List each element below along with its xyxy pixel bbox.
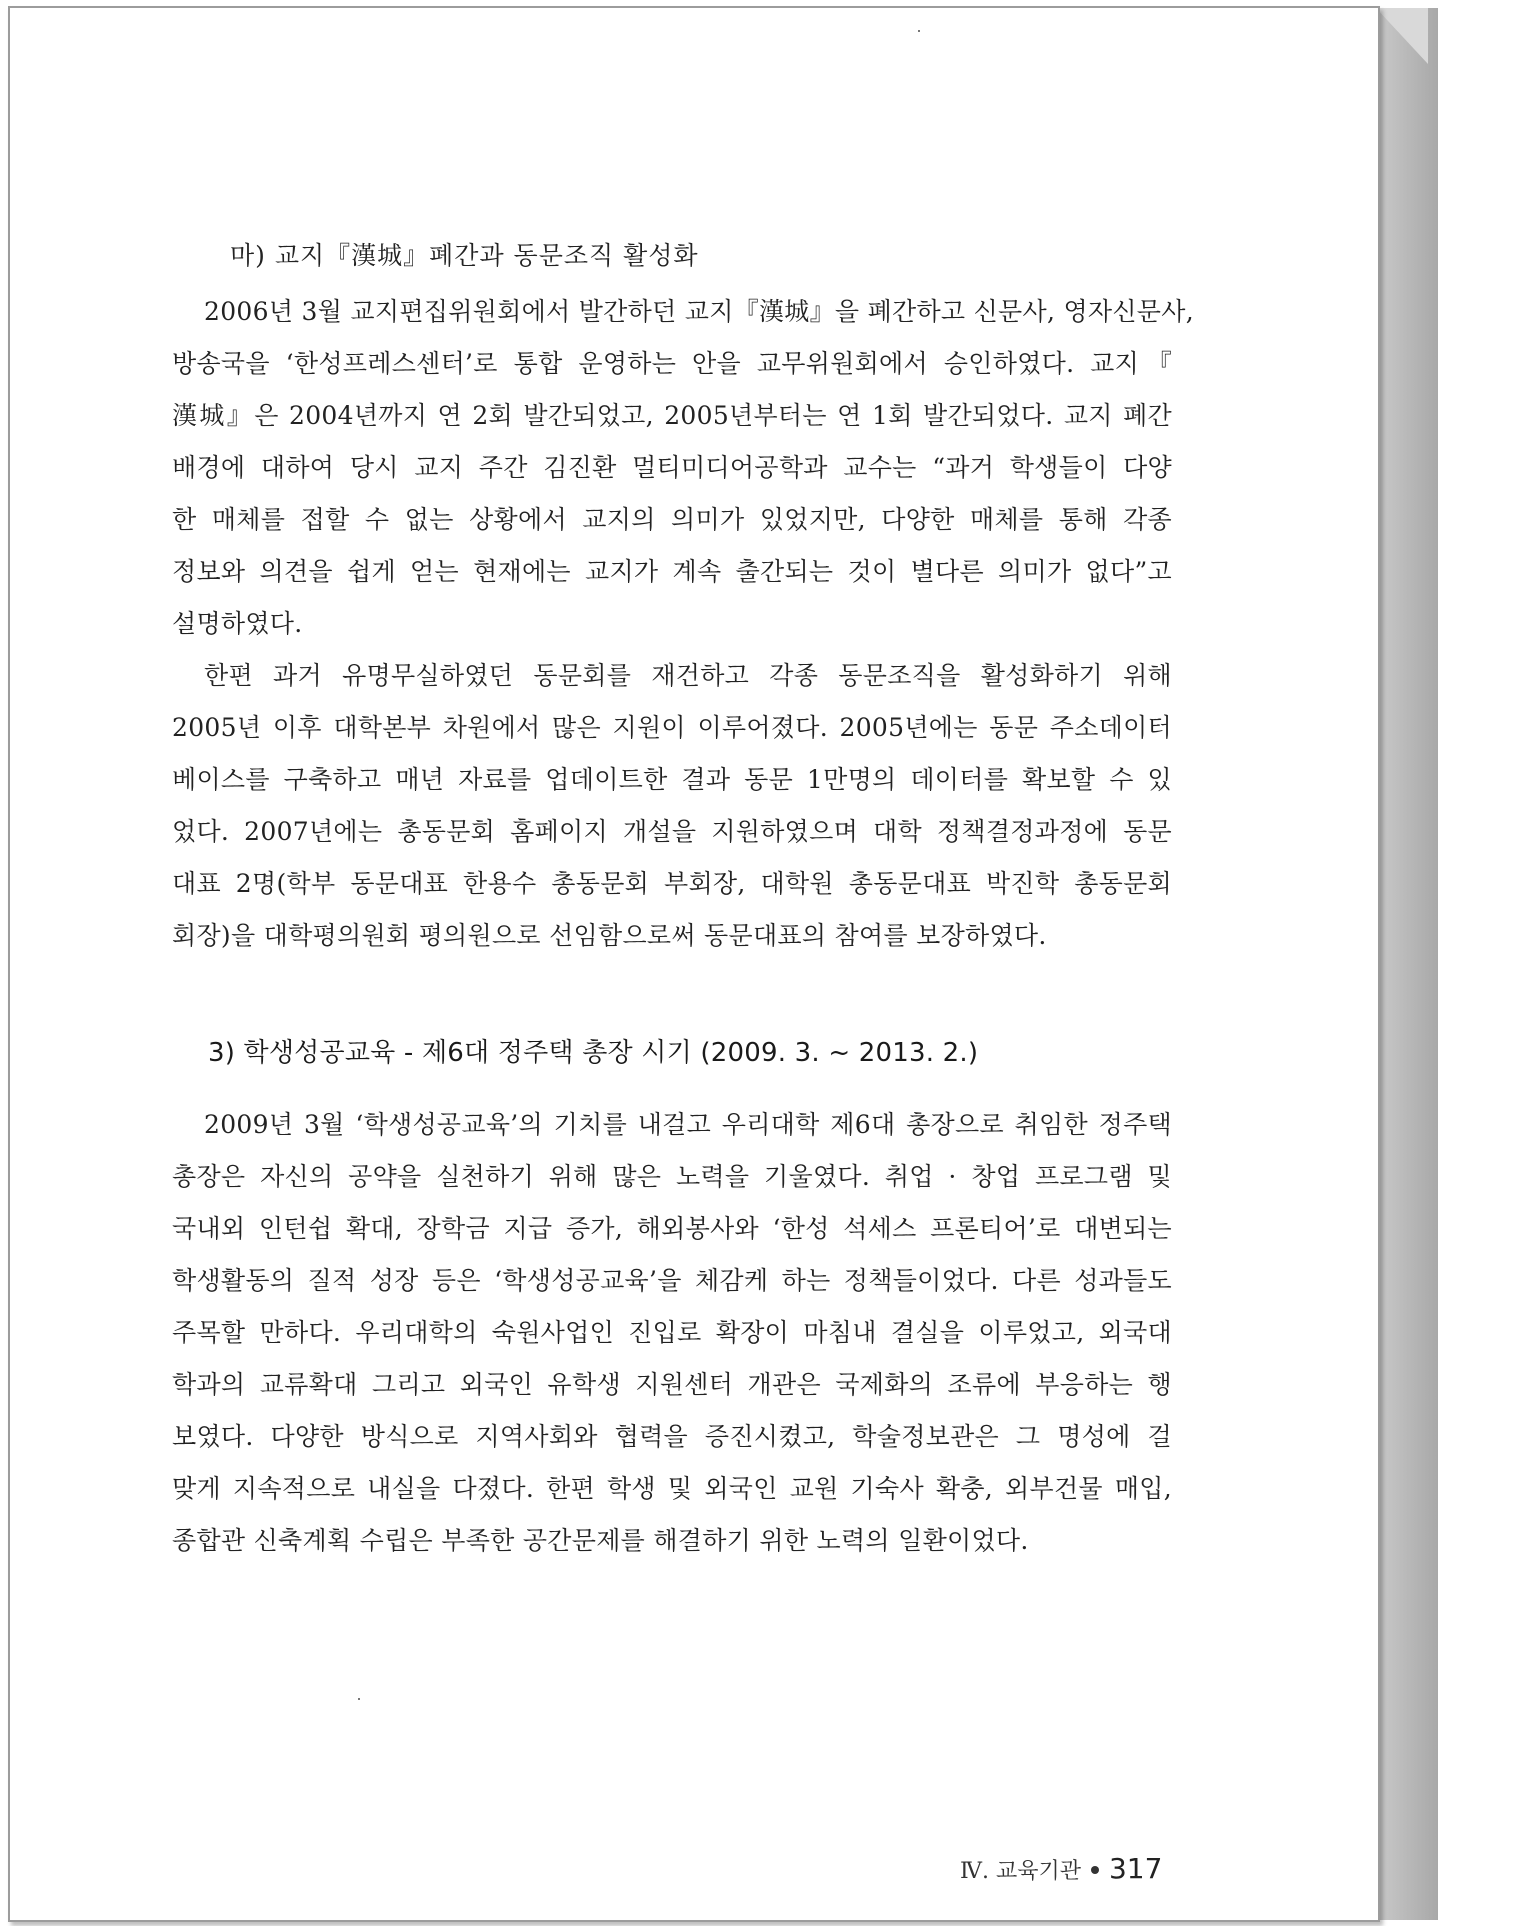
page-footer (960, 1852, 1162, 1885)
chapter-label: Ⅳ. 교육기관 (960, 1859, 1081, 1884)
text-line: 베이스를 구축하고 매년 자료를 업데이트한 결과 동문 1만명의 데이터를 확보할 수 있 (172, 765, 1172, 794)
paragraph (172, 286, 1194, 650)
text-line: 총장은 자신의 공약을 실천하기 위해 많은 노력을 기울였다. 취업 · 창업 프로그램 및 (172, 1162, 1172, 1191)
text-line: 2009년 3월 ‘학생성공교육’의 기치를 내걸고 우리대학 제6대 총장으로 취임한 정주택 (204, 1110, 1172, 1139)
page-content (172, 236, 1194, 1567)
text-line: 었다. 2007년에는 총동문회 홈페이지 개설을 지원하였으며 대학 정책결정과정에 동문 (172, 817, 1172, 846)
page-number: 317 (1108, 1852, 1163, 1885)
text-line: 종합관 신축계획 수립은 부족한 공간문제를 해결하기 위한 노력의 일환이었다. (172, 1526, 1029, 1555)
book-edge-shading (1376, 8, 1438, 1920)
section-heading: 3) 학생성공교육 - 제6대 정주택 총장 시기 (2009. 3. ~ 2013. 2.) (208, 1038, 979, 1068)
text-line: 학과의 교류확대 그리고 외국인 유학생 지원센터 개관은 국제화의 조류에 부응하는 행 (172, 1370, 1172, 1399)
bullet-icon (1091, 1866, 1099, 1874)
text-line: 한편 과거 유명무실하였던 동문회를 재건하고 각종 동문조직을 활성화하기 위해 (204, 661, 1172, 690)
paragraph (172, 650, 1172, 962)
text-line: 배경에 대하여 당시 교지 주간 김진환 멀티미디어공학과 교수는 “과거 학생들이 다양 (172, 453, 1172, 482)
book-edge-corner (1376, 8, 1428, 64)
text-line: 보였다. 다양한 방식으로 지역사회와 협력을 증진시켰고, 학술정보관은 그 명성에 걸 (172, 1422, 1172, 1451)
text-line: 학생활동의 질적 성장 등은 ‘학생성공교육’을 체감케 하는 정책들이었다. 다른 성과들도 (172, 1266, 1172, 1295)
paragraph (172, 1099, 1172, 1567)
subsection-heading: 마) 교지『漢城』폐간과 동문조직 활성화 (230, 241, 699, 270)
text-line: 대표 2명(학부 동문대표 한용수 총동문회 부회장, 대학원 총동문대표 박진학 총동문회 (172, 869, 1172, 898)
text-line: 2006년 3월 교지편집위원회에서 발간하던 교지『漢城』을 폐간하고 신문사, 영자신문사, (204, 297, 1194, 326)
text-line: 방송국을 ‘한성프레스센터’로 통합 운영하는 안을 교무위원회에서 승인하였다. 교지『 (172, 349, 1172, 378)
scan-speck (918, 30, 920, 32)
scan-speck (358, 1698, 360, 1700)
text-line: 2005년 이후 대학본부 차원에서 많은 지원이 이루어졌다. 2005년에는 동문 주소데이터 (172, 713, 1172, 742)
text-line: 주목할 만하다. 우리대학의 숙원사업인 진입로 확장이 마침내 결실을 이루었고, 외국대 (172, 1318, 1172, 1347)
text-line: 맞게 지속적으로 내실을 다졌다. 한편 학생 및 외국인 교원 기숙사 확충, 외부건물 매입, (172, 1474, 1172, 1503)
text-line: 정보와 의견을 쉽게 얻는 현재에는 교지가 계속 출간되는 것이 별다른 의미가 없다”고 (172, 557, 1172, 586)
text-line: 국내외 인턴쉽 확대, 장학금 지급 증가, 해외봉사와 ‘한성 석세스 프론티어’로 대변되는 (172, 1214, 1172, 1243)
text-line: 漢城』은 2004년까지 연 2회 발간되었고, 2005년부터는 연 1회 발간되었다. 교지 폐간 (172, 401, 1172, 430)
text-line: 회장)을 대학평의원회 평의원으로 선임함으로써 동문대표의 참여를 보장하였다. (172, 921, 1047, 950)
text-line: 한 매체를 접할 수 없는 상황에서 교지의 의미가 있었지만, 다양한 매체를 통해 각종 (172, 505, 1172, 534)
text-line: 설명하였다. (172, 609, 303, 638)
